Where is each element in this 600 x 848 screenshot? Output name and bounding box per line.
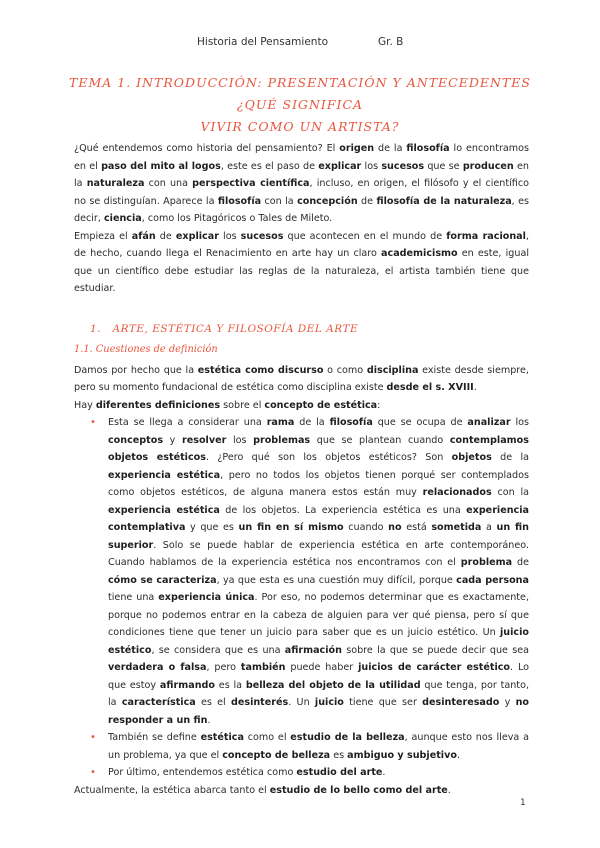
emphasis-text: problema bbox=[460, 557, 513, 568]
emphasis-text: paso del mito al logos bbox=[101, 160, 221, 172]
emphasis-text: problemas bbox=[253, 434, 311, 446]
emphasis-text: sucesos bbox=[240, 230, 284, 242]
emphasis-text: filosofía bbox=[217, 195, 262, 207]
emphasis-text: disciplina bbox=[366, 364, 419, 376]
emphasis-text: desinteresado bbox=[422, 697, 500, 708]
title-line-1: TEMA 1. INTRODUCCIÓN: PRESENTACIÓN Y ANTECEDENTES ¿QUÉ SIGNIFICA bbox=[69, 75, 531, 112]
emphasis-text: producen bbox=[462, 160, 514, 172]
emphasis-text: resolver bbox=[182, 434, 227, 446]
emphasis-text: verdadera o falsa bbox=[108, 662, 207, 673]
emphasis-text: experiencia estética bbox=[108, 504, 220, 516]
closing-paragraph: Actualmente, la estética abarca tanto el estudio de lo bello como del arte. bbox=[74, 784, 451, 796]
emphasis-text: explicar bbox=[175, 230, 219, 242]
course-name: Historia del Pensamiento bbox=[197, 36, 328, 48]
emphasis-text: ciencia bbox=[103, 213, 142, 224]
emphasis-text: objetos bbox=[451, 452, 492, 463]
emphasis-text: afirmación bbox=[284, 644, 342, 656]
emphasis-text: filosofía de la naturaleza bbox=[376, 195, 512, 207]
emphasis-text: cómo se caracteriza bbox=[108, 574, 217, 586]
intro-paragraph-1: ¿Qué entendemos como historia del pensamiento? El origen de la filosofía lo encontramos en el paso del mito al logos, este es el paso de explicar los sucesos que se producen en la naturaleza con una perspectiva científica, incluso, en origen, el filósofo y el científico no se distinguían. Aparece la filosofía con la concepción de filosofía de la naturaleza, es decir, ciencia, como los Pitagóricos o Tales de Mileto. bbox=[74, 143, 530, 224]
emphasis-text: explicar bbox=[318, 160, 362, 172]
emphasis-text: juicio bbox=[314, 697, 344, 708]
emphasis-text: concepción bbox=[297, 195, 358, 207]
section-number: 1. bbox=[90, 322, 102, 335]
emphasis-text: juicio estético bbox=[108, 627, 529, 656]
document-body bbox=[74, 140, 529, 799]
emphasis-text: rama bbox=[266, 417, 295, 428]
emphasis-text: experiencia única bbox=[158, 592, 255, 603]
document-title bbox=[60, 72, 540, 138]
intro-paragraph-2: Empieza el afán de explicar los sucesos que acontecen en el mundo de forma racional, de hecho, cuando llega el Renacimiento en arte hay un claro academicismo en este, igual que un científico debe estudiar las reglas de la naturaleza, el artista también tiene que estudiar. bbox=[74, 230, 529, 294]
emphasis-text: naturaleza bbox=[86, 178, 145, 189]
section-heading bbox=[90, 320, 529, 338]
emphasis-text: sucesos bbox=[381, 160, 425, 172]
emphasis-text: diferentes definiciones bbox=[95, 399, 221, 411]
emphasis-text: estudio de la belleza bbox=[290, 732, 405, 743]
definitions-paragraph-1: Damos por hecho que la estética como discurso o como disciplina existe desde siempre, pero su momento fundacional de estética como disciplina existe desde el s. XVIII. bbox=[74, 364, 529, 393]
emphasis-text: analizar bbox=[467, 417, 511, 428]
emphasis-text: forma racional bbox=[446, 230, 526, 242]
emphasis-text: afán bbox=[131, 230, 156, 242]
emphasis-text: desinterés bbox=[230, 697, 289, 708]
emphasis-text: característica bbox=[121, 697, 196, 708]
emphasis-text: también bbox=[240, 662, 286, 673]
page-number: 1 bbox=[520, 798, 526, 808]
list-item: • Por último, entendemos estética como estudio del arte. bbox=[108, 764, 529, 782]
emphasis-text: estudio del arte bbox=[296, 767, 383, 778]
emphasis-text: estética bbox=[200, 732, 244, 743]
emphasis-text: perspectiva científica bbox=[192, 178, 310, 189]
emphasis-text: cada persona bbox=[456, 574, 529, 586]
emphasis-text: concepto de estética bbox=[264, 399, 378, 411]
list-item: • También se define estética como el estudio de la belleza, aunque esto nos lleva a un problema, ya que el concepto de belleza es ambiguo y subjetivo. bbox=[108, 729, 529, 764]
definition-list bbox=[74, 414, 529, 782]
emphasis-text: juicios de carácter estético bbox=[358, 662, 511, 673]
emphasis-text: belleza del objeto de la utilidad bbox=[245, 679, 421, 691]
emphasis-text: conceptos bbox=[108, 434, 164, 446]
emphasis-text: no responder a un fin bbox=[108, 697, 529, 726]
emphasis-text: experiencia estética bbox=[108, 469, 221, 481]
emphasis-text: no bbox=[388, 522, 402, 533]
emphasis-text: afirmando bbox=[159, 679, 215, 691]
title-line-2: VIVIR COMO UN ARTISTA? bbox=[200, 119, 400, 134]
emphasis-text: estética como discurso bbox=[197, 364, 324, 376]
emphasis-text: academicismo bbox=[381, 248, 458, 259]
group-label: Gr. B bbox=[378, 36, 404, 48]
emphasis-text: sometida bbox=[431, 522, 482, 533]
emphasis-text: concepto de belleza bbox=[222, 749, 331, 761]
emphasis-text: origen bbox=[339, 143, 375, 154]
emphasis-text: filosofía bbox=[406, 143, 450, 154]
emphasis-text: relacionados bbox=[422, 487, 492, 498]
emphasis-text: filosofía bbox=[329, 417, 373, 428]
emphasis-text: un fin en sí mismo bbox=[238, 522, 344, 533]
emphasis-text: experiencia contemplativa bbox=[108, 504, 529, 533]
section-title: ARTE, ESTÉTICA Y FILOSOFÍA DEL ARTE bbox=[112, 322, 359, 335]
subsection-heading: 1.1. Cuestiones de definición bbox=[74, 343, 218, 355]
emphasis-text: estudio de lo bello como del arte bbox=[269, 784, 448, 796]
emphasis-text: contemplamos objetos estéticos bbox=[108, 434, 529, 463]
emphasis-text: ambiguo y subjetivo bbox=[347, 749, 457, 761]
list-item: • Esta se llega a considerar una rama de la filosofía que se ocupa de analizar los conceptos y resolver los problemas que se plantean cuando contemplamos objetos estéticos. ¿Pero qué son los objetos estéticos? Son objetos de la experiencia estética, pero no todos los objetos tienen porqué ser contemplados como objetos estéticos, de alguna manera estos están muy relacionados con la experiencia estética de los objetos. La experiencia estética es una experiencia contemplativa y que es un fin en sí mismo cuando no está sometida a un fin superior. Solo se puede hablar de experiencia estética en arte contemporáneo. Cuando hablamos de la experiencia estética nos encontramos con el problema de cómo se caracteriza, ya que esta es una cuestión muy difícil, porque cada persona tiene una experiencia única. Por eso, no podemos determinar que es exactamente, porque no podemos entrar en la cabeza de alguien para ver qué piensa, pero sí que condiciones tiene que tener un juicio para saber que es un juicio estético. Un juicio estético, se considera que es una afirmación sobre la que se puede decir que sea verdadera o falsa, pero también puede haber juicios de carácter estético. Lo que estoy afirmando es la belleza del objeto de la utilidad que tenga, por tanto, la característica es el desinterés. Un juicio tiene que ser desinteresado y no responder a un fin. bbox=[108, 414, 529, 729]
definitions-paragraph-2: Hay diferentes definiciones sobre el concepto de estética: bbox=[74, 399, 381, 411]
emphasis-text: un fin superior bbox=[108, 522, 529, 551]
emphasis-text: desde el s. XVIII bbox=[386, 382, 474, 393]
